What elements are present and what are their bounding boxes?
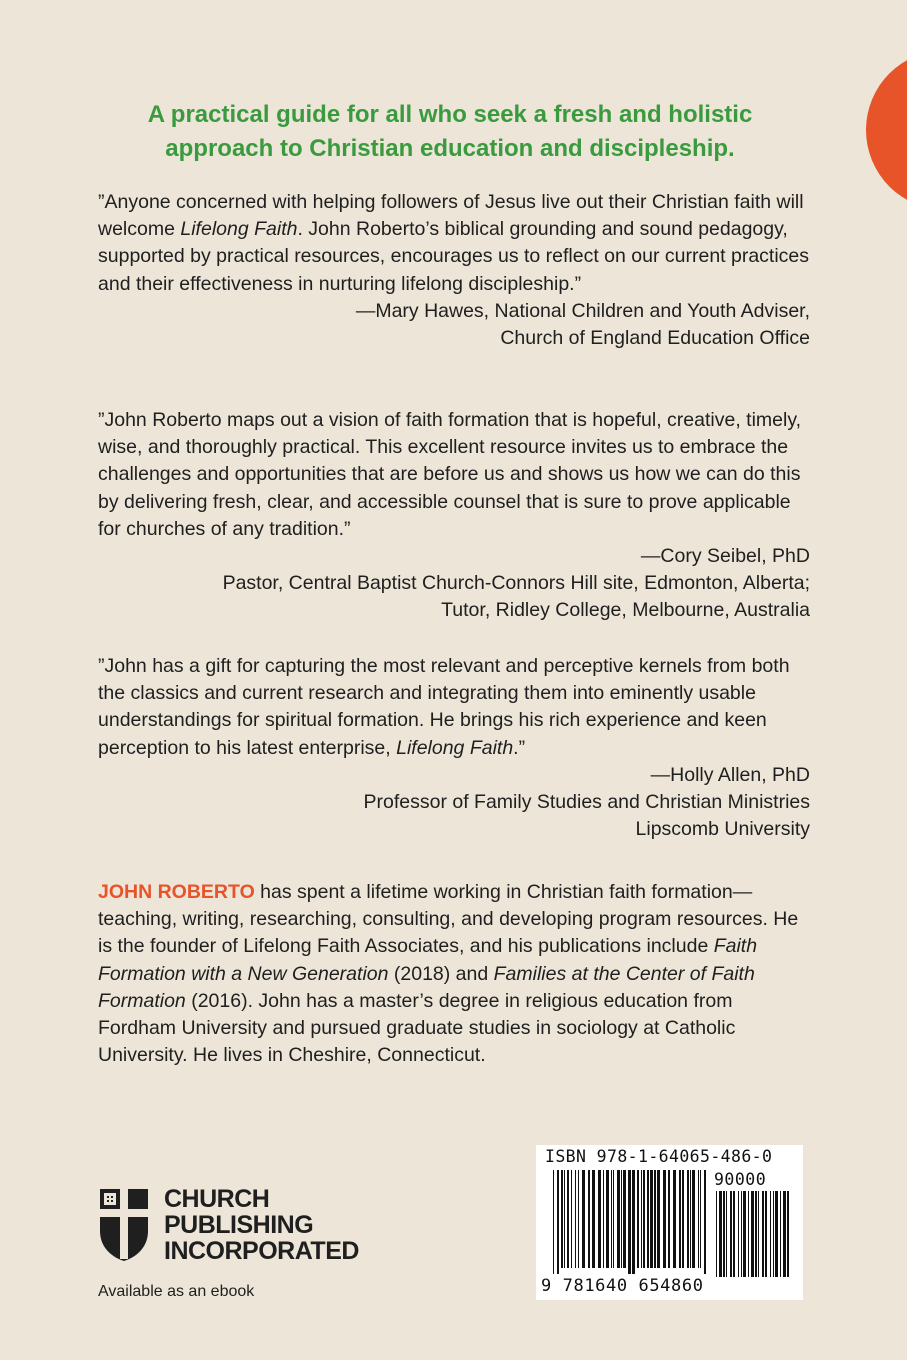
- barcode-bar: [647, 1170, 649, 1268]
- barcode-bar: [578, 1170, 579, 1268]
- barcode-bar: [557, 1170, 559, 1274]
- barcode-bar: [765, 1191, 767, 1277]
- ean-digits: 9 781640 654860: [541, 1276, 704, 1296]
- barcode-bar: [682, 1170, 684, 1268]
- price-code: 90000: [714, 1170, 767, 1189]
- barcode-bar: [741, 1191, 742, 1277]
- barcode-bar: [553, 1170, 554, 1274]
- barcode-bar: [751, 1191, 754, 1277]
- barcode-bar: [723, 1191, 725, 1277]
- barcode-bar: [657, 1170, 660, 1268]
- barcode-bar: [755, 1191, 757, 1277]
- book-title: Lifelong Faith: [396, 736, 514, 759]
- book-title: Families at the Center of Faith Formation: [98, 962, 755, 1012]
- barcode-bar: [637, 1170, 639, 1268]
- ean-barcode-bars: [553, 1170, 707, 1274]
- barcode-bar: [780, 1191, 781, 1277]
- addon-barcode-bars: [716, 1191, 790, 1277]
- barcode-bar: [687, 1170, 689, 1268]
- barcode-bar: [654, 1170, 656, 1268]
- barcode-bar: [738, 1191, 739, 1277]
- barcode-bar: [564, 1170, 565, 1268]
- barcode-bar: [567, 1170, 569, 1268]
- barcode-bar: [770, 1191, 771, 1277]
- barcode-bar: [698, 1170, 699, 1268]
- barcode-bar: [719, 1191, 722, 1277]
- barcode-bar: [700, 1170, 701, 1268]
- quote-attribution: —Holly Allen, PhD Professor of Family Studies and Christian Ministries Lipscomb University: [363, 763, 810, 841]
- barcode-bar: [650, 1170, 653, 1268]
- isbn-label: ISBN 978-1-64065-486-0: [545, 1147, 773, 1166]
- book-title: Faith Formation with a New Generation: [98, 935, 758, 985]
- barcode-bar: [730, 1191, 732, 1277]
- barcode-bar: [787, 1191, 789, 1277]
- barcode-bar: [621, 1170, 622, 1268]
- publisher-name-line-1: CHURCH: [164, 1185, 270, 1213]
- endorsement-quote-3: [98, 653, 810, 843]
- barcode-bar: [773, 1191, 774, 1277]
- barcode-bar: [668, 1170, 670, 1268]
- barcode-bar: [606, 1170, 609, 1268]
- barcode-bar: [641, 1170, 642, 1268]
- barcode-bar: [623, 1170, 626, 1268]
- barcode-bar: [571, 1170, 572, 1268]
- barcode-bar: [588, 1170, 590, 1268]
- tagline: [100, 98, 800, 166]
- barcode-bar: [643, 1170, 645, 1268]
- barcode-bar: [690, 1170, 691, 1268]
- barcode-bar: [663, 1170, 666, 1268]
- barcode-bar: [704, 1170, 706, 1274]
- barcode-bar: [582, 1170, 585, 1268]
- publisher-logo: [98, 1186, 359, 1264]
- publisher-name-line-2: PUBLISHING: [164, 1211, 314, 1239]
- barcode-bar: [726, 1191, 727, 1277]
- barcode-bar: [613, 1170, 614, 1268]
- endorsement-quote-2: [98, 407, 810, 625]
- barcode-bar: [611, 1170, 612, 1268]
- quote-text: ”John Roberto maps out a vision of faith formation that is hopeful, creative, timely, wise, and thoroughly practical. This excellent resource invites us to embrace the challenges and opportunities that are before us and shows us how we can do this by delivering fresh, clear, and accessible counsel that is sure to prove applicable for churches of any tradition.”: [98, 409, 802, 540]
- quote-attribution: —Mary Hawes, National Children and Youth Adviser, Church of England Education Office: [355, 299, 810, 350]
- book-title: Lifelong Faith: [180, 218, 298, 241]
- barcode-bar: [748, 1191, 749, 1277]
- barcode-bar: [758, 1191, 759, 1277]
- publisher-name-line-3: INCORPORATED: [164, 1237, 359, 1265]
- tagline-line-1: A practical guide for all who seek a fresh and holistic: [147, 101, 753, 128]
- quote-text: ”Anyone concerned with helping followers of Jesus live out their Christian faith will welcome Lifelong Faith. John Roberto’s biblical grounding and sound pedagogy, supported by practical resources, encourages us to reflect on our current practices and their effectiveness in nurturing lifelong discipleship.”: [98, 191, 810, 295]
- barcode-bar: [673, 1170, 676, 1268]
- barcode-bar: [617, 1170, 620, 1268]
- isbn-barcode: [536, 1145, 803, 1300]
- barcode-bar: [775, 1191, 778, 1277]
- barcode-bar: [762, 1191, 764, 1277]
- orange-circle-decoration: [866, 50, 907, 210]
- barcode-bar: [743, 1191, 746, 1277]
- barcode-bar: [783, 1191, 786, 1277]
- church-shield-icon: [98, 1187, 150, 1263]
- barcode-bar: [716, 1191, 717, 1277]
- barcode-bar: [628, 1170, 631, 1274]
- tagline-line-2: approach to Christian education and discipleship.: [165, 135, 735, 162]
- author-bio: JOHN ROBERTO has spent a lifetime working in Christian faith formation—teaching, writing, researching, consulting, and developing program resources. He is the founder of Lifelong Faith Associates, and his publications include Faith Formation with a New Generation (2018) and Families at the Center of Faith Formation (2016). John has a master’s degree in religious education from Fordham University and pursued graduate studies in sociology at Catholic University. He lives in Cheshire, Connecticut.: [98, 881, 799, 1067]
- barcode-bar: [575, 1170, 576, 1268]
- barcode-bar: [692, 1170, 695, 1268]
- barcode-bar: [603, 1170, 604, 1268]
- endorsement-quote-1: [98, 189, 810, 352]
- author-name: JOHN ROBERTO: [98, 881, 255, 903]
- barcode-bar: [598, 1170, 601, 1268]
- barcode-bar: [561, 1170, 563, 1268]
- ebook-note: Available as an ebook: [98, 1283, 255, 1300]
- quote-text: ”John has a gift for capturing the most relevant and perceptive kernels from both the classics and current research and integrating them into eminently usable understandings for spiritual formation. He brings his rich experience and keen perception to his latest enterprise, Lifelong Faith.”: [98, 655, 790, 759]
- barcode-bar: [733, 1191, 735, 1277]
- quote-attribution: —Cory Seibel, PhD Pastor, Central Baptist Church-Connors Hill site, Edmonton, Alberta; Tutor, Ridley College, Melbourne, Australia: [222, 545, 810, 622]
- barcode-bar: [679, 1170, 681, 1268]
- barcode-bar: [632, 1170, 635, 1274]
- barcode-bar: [592, 1170, 595, 1268]
